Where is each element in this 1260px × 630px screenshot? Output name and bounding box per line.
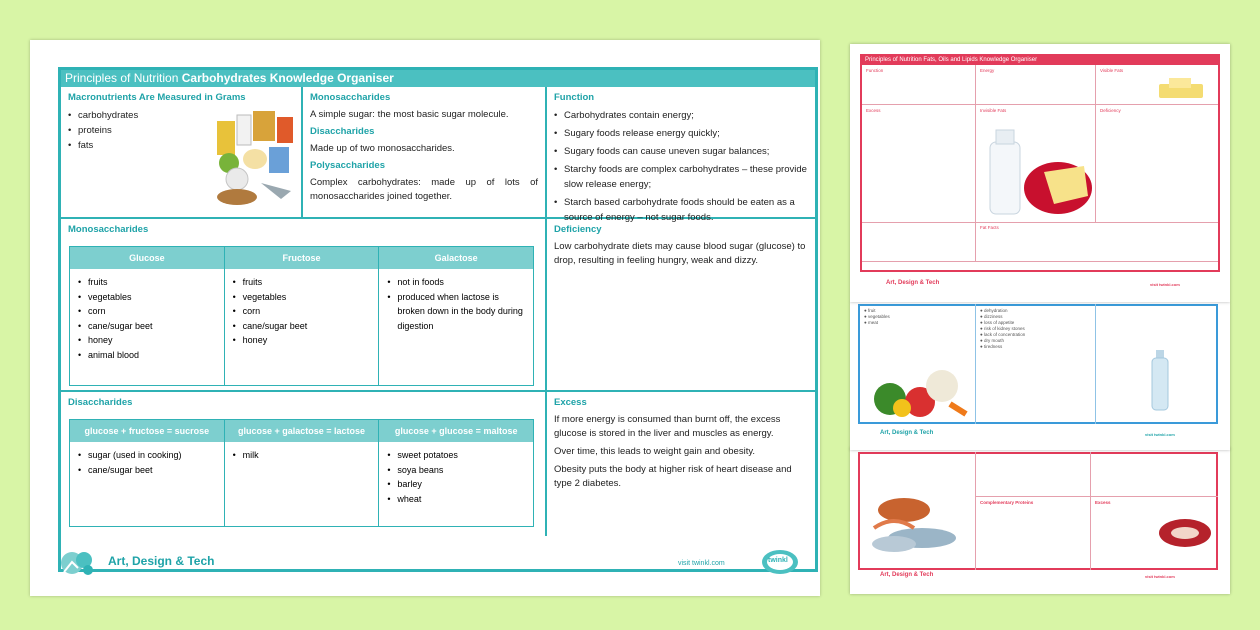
organiser-frame bbox=[58, 67, 818, 572]
list-item: • cane/sugar beet bbox=[78, 463, 216, 478]
table-column bbox=[225, 420, 380, 526]
list-item: • honey bbox=[78, 333, 216, 348]
disaccharides-table-heading: Disaccharides bbox=[68, 397, 133, 408]
back-sheet-title: Principles of Nutrition Fats, Oils and Lipids Knowledge Organiser bbox=[862, 56, 1218, 65]
macronutrients-heading: Macronutrients Are Measured in Grams bbox=[68, 92, 246, 103]
table-column bbox=[379, 420, 533, 526]
list-item: • wheat bbox=[387, 492, 525, 507]
back-footer-visit: visit twinkl.com bbox=[1145, 432, 1175, 437]
title-prefix: Principles of Nutrition bbox=[65, 71, 179, 85]
function-cell bbox=[547, 87, 815, 223]
deficiency-cell bbox=[547, 219, 815, 392]
list-item: • corn bbox=[78, 304, 216, 319]
table-column bbox=[379, 247, 533, 385]
monosaccharides-table-heading: Monosaccharides bbox=[68, 224, 149, 235]
art-design-tech-logo-icon bbox=[58, 548, 100, 578]
twinkl-badge-label: twinkl bbox=[768, 557, 788, 564]
list-item: • fruits bbox=[233, 275, 371, 290]
list-item: • cane/sugar beet bbox=[233, 319, 371, 334]
monosaccharides-table bbox=[69, 246, 534, 386]
list-item: • barley bbox=[387, 477, 525, 492]
vegetables-image bbox=[870, 364, 970, 419]
footer-brand: Art, Design & Tech bbox=[108, 554, 215, 568]
deficiency-heading: Deficiency bbox=[554, 224, 602, 235]
sheet-footer bbox=[58, 548, 818, 578]
column-header: glucose + fructose = sucrose bbox=[70, 420, 224, 442]
function-list bbox=[554, 108, 808, 225]
table-column bbox=[70, 420, 225, 526]
list-item: • cane/sugar beet bbox=[78, 319, 216, 334]
list-item: • sweet potatoes bbox=[387, 448, 525, 463]
table-column bbox=[225, 247, 380, 385]
back-footer-visit: visit twinkl.com bbox=[1145, 574, 1175, 579]
food-group-image bbox=[211, 107, 296, 207]
water-bottle-image bbox=[1148, 350, 1172, 412]
list-item: • vegetables bbox=[233, 290, 371, 305]
macronutrients-cell bbox=[61, 87, 303, 219]
excess-text-3: Obesity puts the body at higher risk of heart disease and type 2 diabetes. bbox=[554, 464, 792, 489]
column-header: glucose + galactose = lactose bbox=[225, 420, 379, 442]
column-header: glucose + glucose = maltose bbox=[379, 420, 533, 442]
list-item: • milk bbox=[233, 448, 371, 463]
list-item: • animal blood bbox=[78, 348, 216, 363]
seafood-image bbox=[864, 488, 974, 558]
footer-visit-link[interactable]: visit twinkl.com bbox=[678, 560, 725, 567]
back-sheet-bottom bbox=[850, 448, 1230, 594]
back-label: Visible Fats bbox=[1100, 68, 1124, 73]
back-label: Fat Facts bbox=[980, 225, 999, 230]
excess-text-1: If more energy is consumed than burnt off, the excess glucose is stored in the liver and muscles as energy. bbox=[554, 414, 781, 439]
list-item: • Starchy foods are complex carbohydrates – these provide slow release energy; bbox=[554, 162, 808, 192]
back-footer-brand: Art, Design & Tech bbox=[880, 572, 934, 578]
back-sheet-middle: ● fruit ● vegetables ● meat ● dehydration ● dizziness ● loss of appetite ● risk of kidney stones ● lack of concentration ● dry mouth ● tiredness Art, Design & Tech visit twinkl.com bbox=[850, 302, 1230, 450]
back-label: Excess bbox=[866, 108, 881, 113]
di-text: Made up of two monosaccharides. bbox=[310, 143, 455, 154]
poly-heading: Polysaccharides bbox=[310, 160, 385, 171]
list-item: • proteins bbox=[68, 123, 294, 138]
mono-heading: Monosaccharides bbox=[310, 92, 391, 103]
back-footer-brand: Art, Design & Tech bbox=[880, 430, 934, 436]
back-label: Invisible Fats bbox=[980, 108, 1007, 113]
back-label: Function bbox=[866, 68, 884, 73]
back-label: Excess bbox=[1095, 500, 1111, 505]
list-item: • carbohydrates bbox=[68, 108, 294, 123]
list-item: • soya beans bbox=[387, 463, 525, 478]
knowledge-organiser-sheet bbox=[30, 40, 820, 596]
definitions-cell bbox=[303, 87, 547, 219]
list-item: • corn bbox=[233, 304, 371, 319]
table-column bbox=[70, 247, 225, 385]
list-item: • Sugary foods can cause uneven sugar balances; bbox=[554, 144, 808, 159]
list-item: • vegetables bbox=[78, 290, 216, 305]
excess-text-2: Over time, this leads to weight gain and obesity. bbox=[554, 446, 756, 457]
excess-cell bbox=[547, 392, 815, 536]
list-item: • produced when lactose is broken down in the body during digestion bbox=[387, 290, 525, 334]
list-item: • Sugary foods release energy quickly; bbox=[554, 126, 808, 141]
butter-image bbox=[1155, 76, 1210, 102]
back-footer-visit: visit twinkl.com bbox=[1150, 282, 1180, 287]
di-heading: Disaccharides bbox=[310, 126, 375, 137]
list-item: • fruits bbox=[78, 275, 216, 290]
deficiency-text: Low carbohydrate diets may cause blood sugar (glucose) to drop, resulting in feeling hungry, weak and dizzy. bbox=[554, 241, 806, 266]
title-main: Carbohydrates Knowledge Organiser bbox=[181, 71, 394, 85]
back-sheet-top bbox=[850, 44, 1230, 302]
excess-heading: Excess bbox=[554, 397, 587, 408]
list-item: • not in foods bbox=[387, 275, 525, 290]
page-title bbox=[61, 70, 815, 87]
steak-image bbox=[1155, 513, 1215, 553]
twinkl-badge bbox=[760, 548, 800, 576]
column-header: Galactose bbox=[379, 247, 533, 269]
list-item: • honey bbox=[233, 333, 371, 348]
list-item: • fats bbox=[68, 138, 294, 153]
column-header: Glucose bbox=[70, 247, 224, 269]
milk-cheese-image bbox=[984, 122, 1094, 222]
back-label: Deficiency bbox=[1100, 108, 1121, 113]
list-item: • Starch based carbohydrate foods should be eaten as a source of energy – not sugar foods. bbox=[554, 195, 808, 225]
column-header: Fructose bbox=[225, 247, 379, 269]
list-item: • sugar (used in cooking) bbox=[78, 448, 216, 463]
function-heading: Function bbox=[554, 92, 595, 103]
back-label: Energy bbox=[980, 68, 995, 73]
poly-text: Complex carbohydrates: made up of lots of monosaccharides joined together. bbox=[310, 177, 538, 202]
mono-text: A simple sugar: the most basic sugar molecule. bbox=[310, 109, 509, 120]
list-item: • Carbohydrates contain energy; bbox=[554, 108, 808, 123]
disaccharides-table bbox=[69, 419, 534, 527]
back-label: Complementary Proteins bbox=[980, 500, 1034, 505]
back-footer-brand: Art, Design & Tech bbox=[886, 280, 940, 286]
